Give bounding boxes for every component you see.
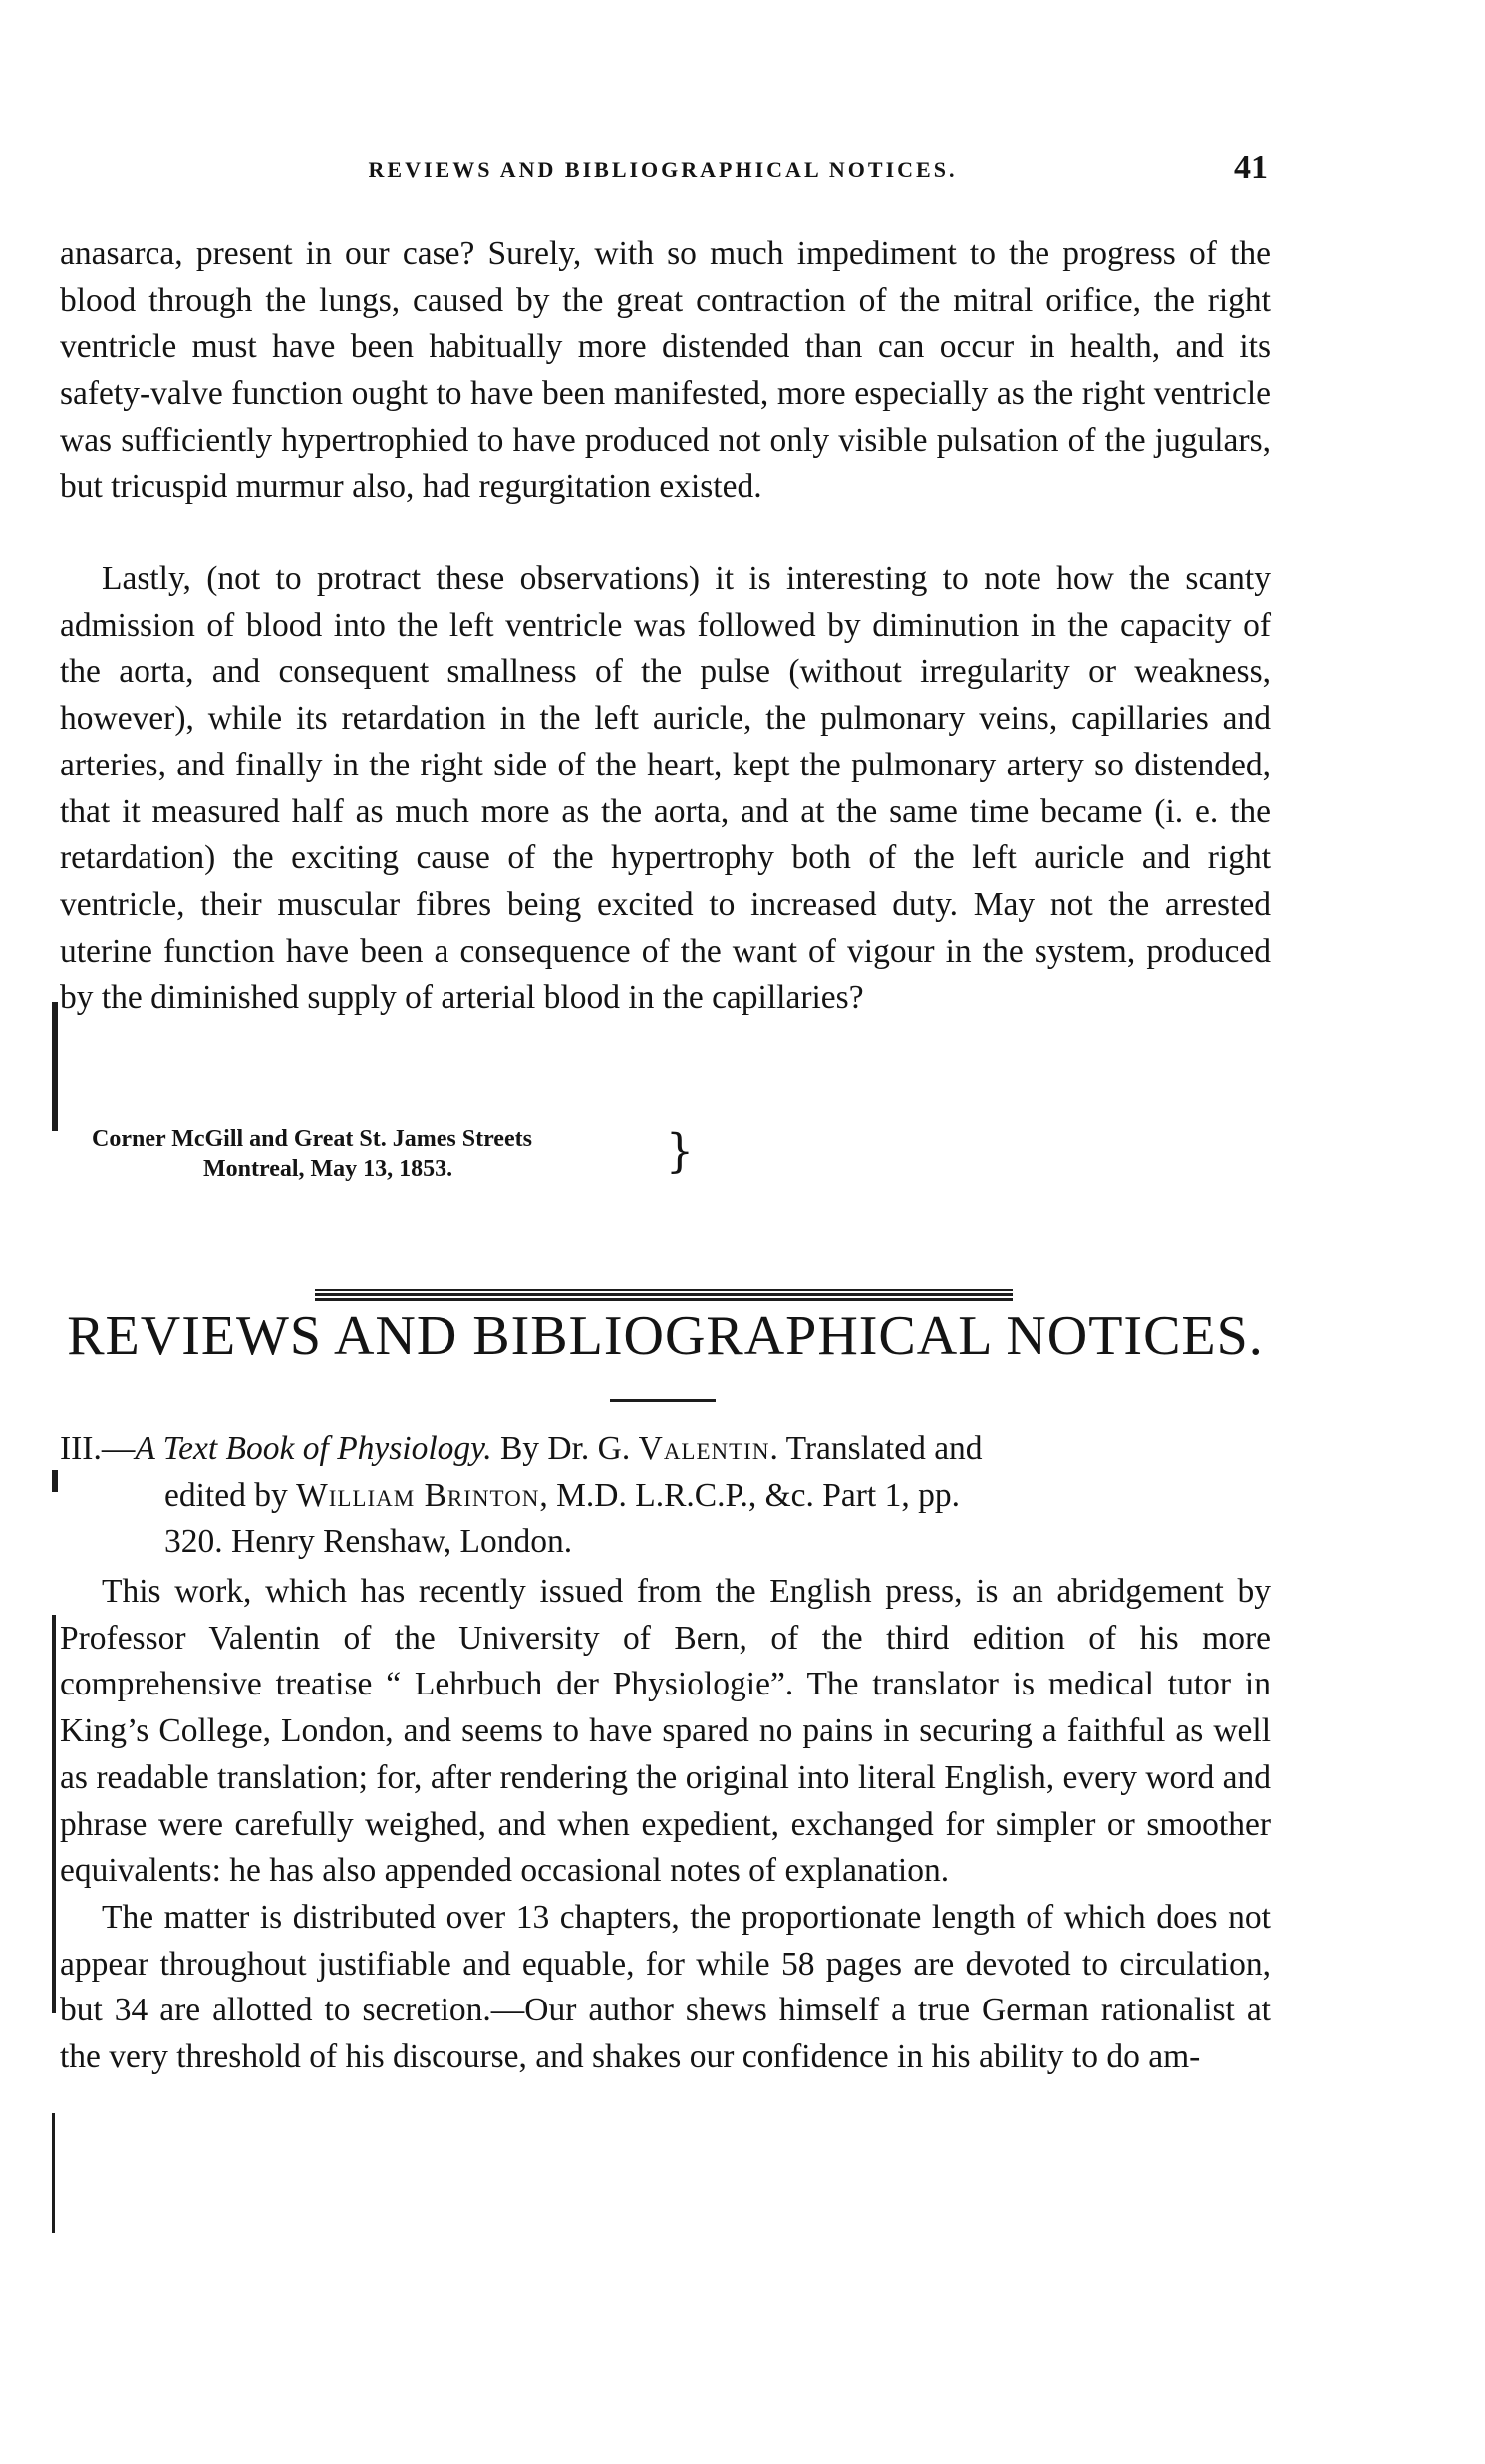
review-by: By Dr. G.: [491, 1430, 639, 1467]
review-paragraph-2: The matter is distributed over 13 chapters, the proportionate length of which does not appear throughout justifiable and equable, for while 58 pages are devoted to circulation, but 34 are allotted to secretion.—Our author shews himself a true German rationalist at the very threshold of his discourse, and shakes our confidence in his ability to do am-: [60, 1898, 1271, 2076]
section-title: REVIEWS AND BIBLIOGRAPHICAL NOTICES.: [67, 1305, 1264, 1367]
author-name: Valentin: [638, 1430, 770, 1467]
book-title: A Text Book of Physiology.: [135, 1430, 492, 1467]
lastly-paragraph: [60, 556, 1271, 1022]
lastly-text: Lastly, (not to protract these observations) it is interesting to note how the scanty admission of blood into the left ventricle was followed by diminution in the capacity of the aorta, and consequent smallness of the pulse (without irregularity or weakness, however), while its retardation in the left auricle, the pulmonary veins, capillaries and arteries, and finally in the right side of the heart, kept the pulmonary artery so distended, that it measured half as much more as the aorta, and at the same time became (i. e. the retardation) the exciting cause of the hypertrophy both of the left auricle and right ventricle, their muscular fibres being excited to increased duty. May not the arrested uterine function have been a consequence of the want of vigour in the system, produced by the diminished supply of arterial blood in the capillaries?: [60, 560, 1271, 1017]
continuation-paragraph: [60, 231, 1271, 510]
review-details: , M.D. L.R.C.P., &c. Part 1, pp.: [539, 1476, 960, 1514]
review-translated: . Translated and: [769, 1430, 983, 1467]
signature-block: [92, 1124, 532, 1184]
margin-mark: [52, 1615, 56, 2013]
brace-symbol: }: [666, 1124, 694, 1179]
editor-name: William Brinton: [296, 1476, 540, 1514]
review-publisher: 320. Henry Renshaw, London.: [164, 1523, 573, 1561]
margin-mark: [52, 2113, 55, 2233]
review-heading: [60, 1426, 1271, 1566]
review-body: [60, 1569, 1271, 2081]
review-number: III.—: [60, 1430, 136, 1467]
review-paragraph-1: This work, which has recently issued from the English press, is an abridgement by Professor Valentin of the University of Bern, of the third edition of his more comprehensive treatise “ Lehrbuch der Physiologie”. The translator is medical tutor in King’s College, London, and seems to have spared no pains in securing a faithful as well as readable translation; for, after rendering the original into literal English, every word and phrase were carefully weighed, and when expedient, exchanged for simpler or smoother equivalents: he has also appended occasional notes of explanation.: [60, 1573, 1271, 1890]
signature-place-date: Montreal, May 13, 1853.: [203, 1156, 453, 1182]
signature-address: Corner McGill and Great St. James Streets: [92, 1126, 532, 1152]
margin-mark: [52, 1002, 58, 1131]
short-rule: [610, 1399, 716, 1402]
page-number: 41: [1234, 150, 1268, 186]
margin-mark: [52, 1470, 58, 1492]
review-edited-by: edited by: [164, 1476, 297, 1514]
review-heading-line-2: [60, 1473, 1271, 1520]
running-head: REVIEWS AND BIBLIOGRAPHICAL NOTICES.: [368, 157, 958, 182]
review-heading-line-1: [60, 1426, 1271, 1473]
continuation-text: anasarca, present in our case? Surely, with so much impediment to the progress of the blood through the lungs, caused by the great contraction of the mitral orifice, the right ventricle must have been habitually more distended than can occur in health, and its safety-valve function ought to have been manifested, more especially as the right ventricle was sufficiently hypertrophied to have produced not only visible pulsation of the jugulars, but tricuspid murmur also, had regurgitation existed.: [60, 235, 1271, 505]
section-divider: [315, 1289, 1013, 1301]
